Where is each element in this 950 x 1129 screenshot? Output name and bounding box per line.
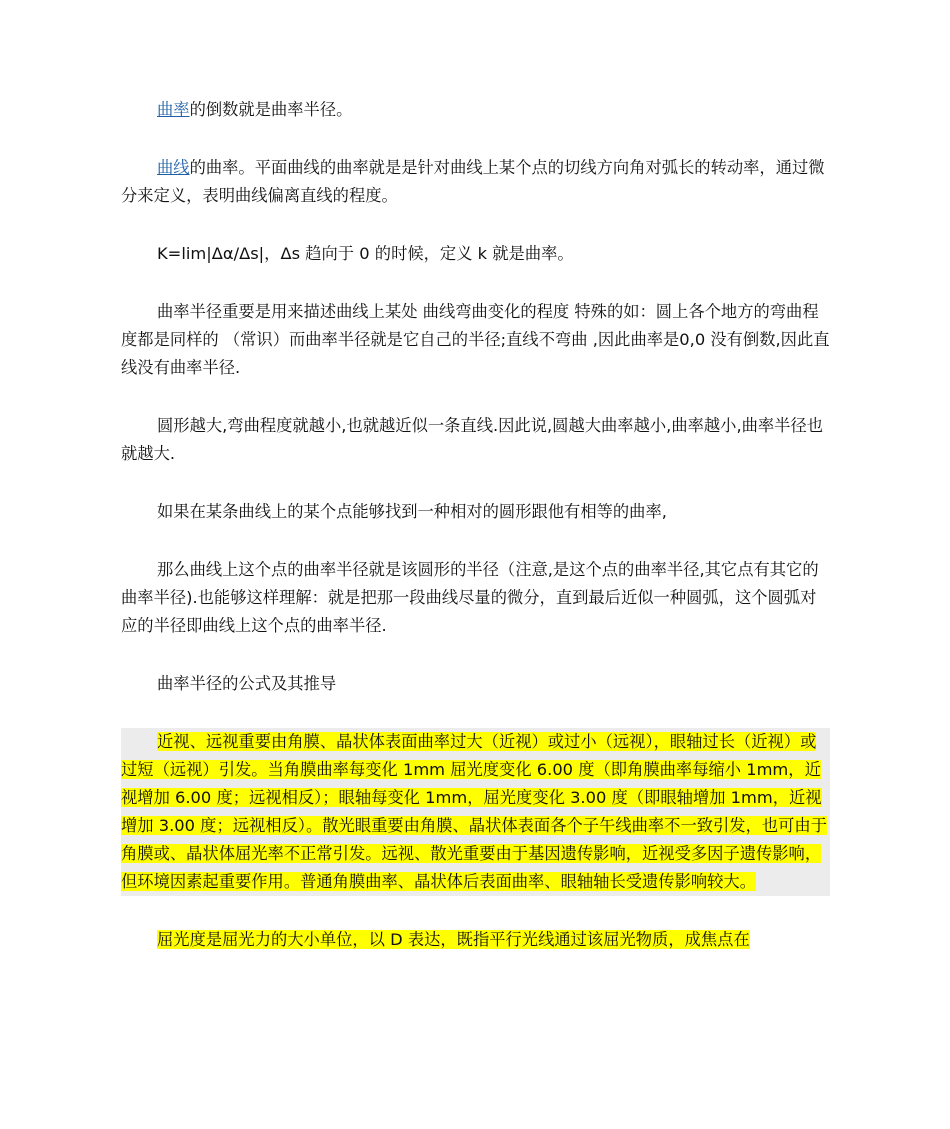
link-curve[interactable]: 曲线 xyxy=(157,158,190,177)
paragraph-curvature-reciprocal xyxy=(121,96,830,124)
highlighted-block xyxy=(121,728,830,896)
paragraph-curve-curvature xyxy=(121,154,830,210)
text-column xyxy=(121,96,830,954)
paragraph-radius-description: 曲率半径重要是用来描述曲线上某处 曲线弯曲变化的程度 特殊的如：圆上各个地方的弯曲程度都是同样的 （常识）而曲率半径就是它自己的半径;直线不弯曲 ,因此曲率是0,0 没有倒数,因此直线没有曲率半径. xyxy=(121,302,830,377)
highlighted-text: 屈光度是屈光力的大小单位，以 D 表达，既指平行光线通过该屈光物质，成焦点在 xyxy=(157,930,750,949)
paragraph-text: 的曲率。平面曲线的曲率就是是针对曲线上某个点的切线方向角对弧长的转动率，通过微分来定义，表明曲线偏离直线的程度。 xyxy=(121,158,825,205)
paragraph-equal-curvature: 如果在某条曲线上的某个点能够找到一种相对的圆形跟他有相等的曲率, xyxy=(157,502,667,521)
paragraph-text: 的倒数就是曲率半径。 xyxy=(189,100,353,119)
paragraph-radius-meaning: 那么曲线上这个点的曲率半径就是该圆形的半径（注意,是这个点的曲率半径,其它点有其它的曲率半径).也能够这样理解：就是把那一段曲线尽量的微分，直到最后近似一种圆弧，这个圆弧对应的半径即曲线上这个点的曲率半径. xyxy=(121,560,819,635)
paragraph-diopter xyxy=(121,926,830,954)
paragraph-circle-size: 圆形越大,弯曲程度就越小,也就越近似一条直线.因此说,圆越大曲率越小,曲率越小,曲率半径也就越大. xyxy=(121,416,824,463)
paragraph-myopia xyxy=(121,728,830,896)
link-curvature[interactable]: 曲率 xyxy=(157,100,190,119)
highlighted-text: 近视、远视重要由角膜、晶状体表面曲率过大（近视）或过小（远视），眼轴过长（近视）或过短（远视）引发。当角膜曲率每变化 1mm 屈光度变化 6.00 度（即角膜曲率每缩小 1mm，近视增加 6.00 度；远视相反）；眼轴每变化 1mm，屈光度变化 3.00 度（即眼轴增加 1mm，近视增加 3.00 度；远视相反）。散光眼重要由角膜、晶状体表面各个子午线曲率不一致引发，也可由于角膜或、晶状体屈光率不正常引发。远视、散光重要由于基因遗传影响，近视受多因子遗传影响，但环境因素起重要作用。普通角膜曲率、晶状体后表面曲率、眼轴轴长受遗传影响较大。 xyxy=(121,732,827,891)
paragraph-formula-heading: 曲率半径的公式及其推导 xyxy=(157,674,337,693)
paragraph-formula: K=lim|Δα/Δs|，Δs 趋向于 0 的时候，定义 k 就是曲率。 xyxy=(157,244,574,263)
